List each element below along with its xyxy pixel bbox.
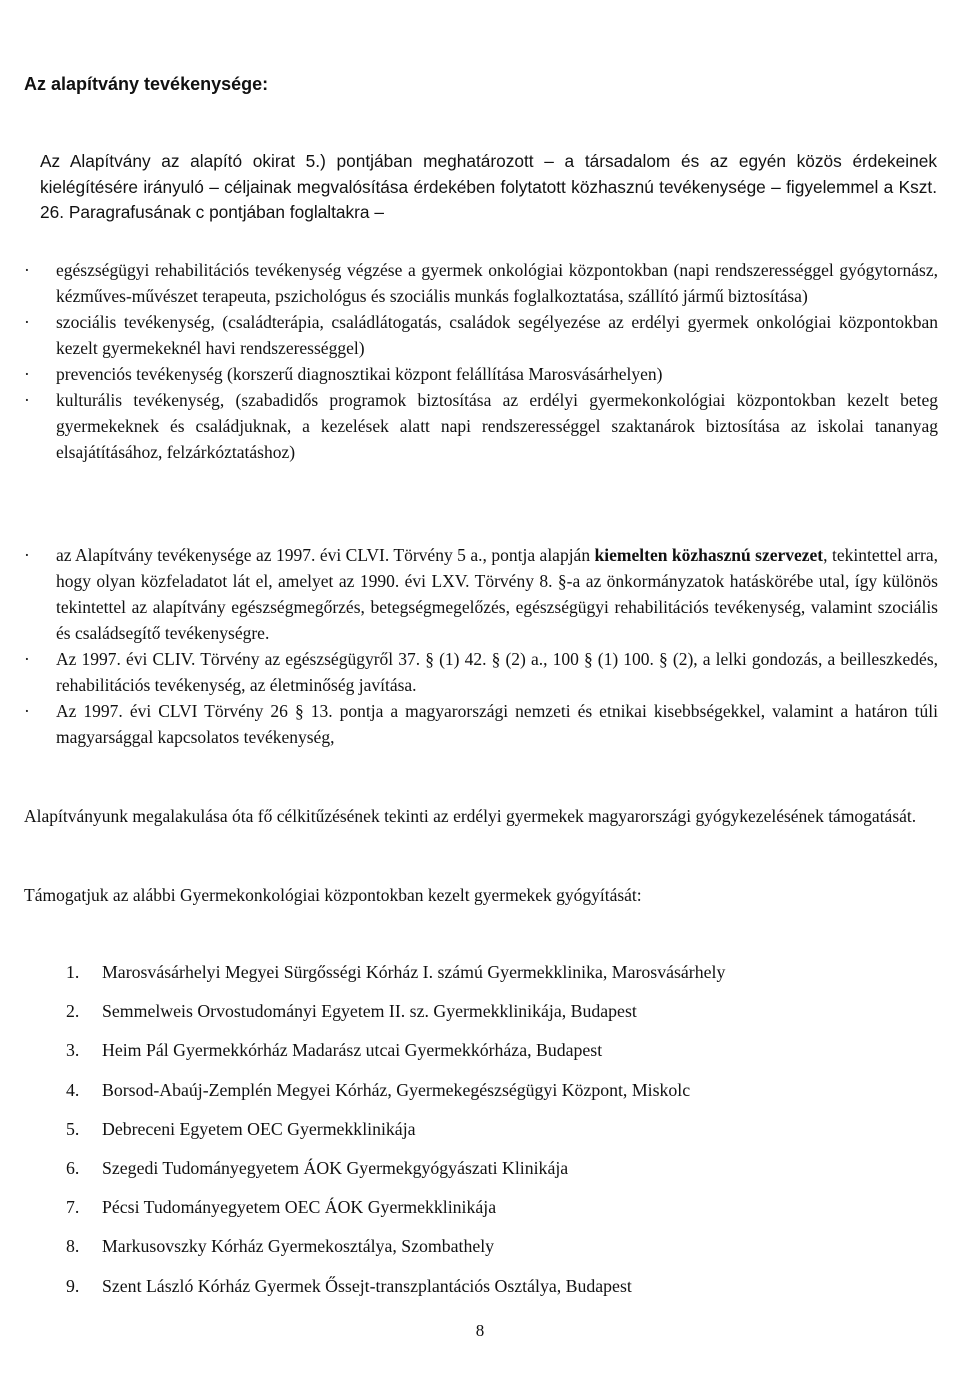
list-item-text: Az 1997. évi CLIV. Törvény az egészségügyről 37. § (1) 42. § (2) a., 100 § (1) 100. § (2), a lelki gondozás, a beilleszkedés, rehabilitációs tevékenység, az életminőség javítása. xyxy=(56,649,938,695)
item-number: 4. xyxy=(66,1079,80,1100)
hospital-item xyxy=(66,1077,725,1116)
hospital-item xyxy=(66,1194,725,1233)
section-heading: Az alapítvány tevékenysége: xyxy=(24,74,269,94)
list-item-text: Az 1997. évi CLVI Törvény 26 § 13. pontja a magyarországi nemzeti és etnikai kisebbségekkel, valamint a határon túli magyarsággal kapcsolatos tevékenység, xyxy=(56,701,938,747)
list-item xyxy=(24,646,938,698)
list-item-text-end: , tekintettel arra, hogy olyan közfeladatot lát el, amelyet az 1990. évi LXV. Törvény 8. §-a az önkormányzatok hatáskörébe utal, így különös tekintettel az alapítvány egészségmegőrzés, betegségmegelőzés, egészségügyi rehabilitációs tevékenység, valamint szociális és családsegítő tevékenységre. xyxy=(56,545,938,643)
hospital-item xyxy=(66,1233,725,1272)
hospital-name: Debreceni Egyetem OEC Gyermekklinikája xyxy=(102,1118,416,1139)
hospital-item xyxy=(66,1273,725,1312)
hospital-name: Heim Pál Gyermekkórház Madarász utcai Gyermekkórháza, Budapest xyxy=(102,1040,603,1061)
activity-list xyxy=(24,257,938,465)
hospital-item xyxy=(66,1155,725,1194)
list-item xyxy=(24,309,938,361)
intro-text: Az Alapítvány az alapító okirat 5.) pontjában meghatározott – a társadalom és az egyén közös érdekeinek kielégítésére irányuló – céljainak megvalósítása érdekében folytatott közhasznú tevékenysége – figyelemmel a Kszt. 26. Paragrafusának c pontjában foglaltakra – xyxy=(40,151,937,222)
list-item-text: szociális tevékenység, (családterápia, családlátogatás, családok segélyezése az erdélyi gyermek onkológiai központokban kezelt gyermekeknél havi rendszerességgel) xyxy=(56,312,938,358)
list-item-emphasis: kiemelten közhasznú szervezet xyxy=(594,545,824,565)
list-item xyxy=(24,698,938,750)
list-item-text-start: az Alapítvány tevékenysége az 1997. évi CLVI. Törvény 5 a., pontja alapján xyxy=(56,545,595,565)
intro-paragraph xyxy=(24,149,937,226)
item-number: 8. xyxy=(66,1236,80,1257)
item-number: 1. xyxy=(66,962,80,982)
hospital-item xyxy=(66,1037,725,1076)
hospital-name: Szegedi Tudományegyetem ÁOK Gyermekgyógyászati Klinikája xyxy=(102,1157,569,1178)
item-number: 5. xyxy=(66,1118,80,1139)
hospital-name: Szent László Kórház Gyermek Őssejt-transzplantációs Osztálya, Budapest xyxy=(102,1275,632,1296)
hospital-name: Marosvásárhelyi Megyei Sürgősségi Kórház I. számú Gyermekklinika, Marosvásárhely xyxy=(102,962,726,982)
hospital-name: Borsod-Abaúj-Zemplén Megyei Kórház, Gyermekegészségügyi Központ, Miskolc xyxy=(102,1079,691,1100)
page-number: 8 xyxy=(475,1321,485,1340)
hospital-item xyxy=(66,998,725,1037)
goal-paragraph: Alapítványunk megalakulása óta fő célkitűzésének tekinti az erdélyi gyermekek magyarországi gyógykezelésének támogatását. xyxy=(24,806,917,826)
hospital-name: Semmelweis Orvostudományi Egyetem II. sz. Gyermekklinikája, Budapest xyxy=(102,1001,637,1022)
legal-basis-list xyxy=(24,542,938,750)
bullet-icon: · xyxy=(24,364,30,384)
item-number: 2. xyxy=(66,1001,80,1022)
item-number: 3. xyxy=(66,1040,80,1061)
list-item xyxy=(24,257,938,309)
item-number: 9. xyxy=(66,1275,80,1296)
hospital-name: Markusovszky Kórház Gyermekosztálya, Szombathely xyxy=(102,1236,495,1257)
list-item-text: egészségügyi rehabilitációs tevékenység végzése a gyermek onkológiai központokban (napi rendszerességgel gyógytornász, kézműves-művészet terapeuta, pszichológus és szociális munkás foglalkoztatása, szállító jármű biztosítása) xyxy=(56,260,938,306)
bullet-icon: · xyxy=(24,545,30,565)
bullet-icon: · xyxy=(24,260,30,280)
list-item xyxy=(24,387,938,465)
bullet-icon: · xyxy=(24,390,30,410)
support-intro-paragraph: Támogatjuk az alábbi Gyermekonkológiai központokban kezelt gyermekek gyógyítását: xyxy=(24,885,642,905)
hospital-item xyxy=(66,1116,725,1155)
list-item-text: kulturális tevékenység, (szabadidős programok biztosítása az erdélyi gyermekonkológiai központokban kezelt beteg gyermekeknek és családjuknak, a kezelések alatt napi rendszerességgel szaktanárok biztosítása az iskolai tananyag elsajátításához, felzárkóztatáshoz) xyxy=(56,390,938,462)
list-item xyxy=(24,361,938,387)
list-item xyxy=(24,542,938,646)
bullet-icon: · xyxy=(24,312,30,332)
item-number: 6. xyxy=(66,1157,80,1178)
item-number: 7. xyxy=(66,1197,80,1218)
bullet-icon: · xyxy=(24,649,30,669)
hospital-list xyxy=(66,959,725,1312)
hospital-name: Pécsi Tudományegyetem OEC ÁOK Gyermekklinikája xyxy=(102,1197,497,1218)
bullet-icon: · xyxy=(24,701,30,721)
list-item-text: prevenciós tevékenység (korszerű diagnosztikai központ felállítása Marosvásárhelyen) xyxy=(56,364,663,384)
hospital-item xyxy=(66,959,725,998)
